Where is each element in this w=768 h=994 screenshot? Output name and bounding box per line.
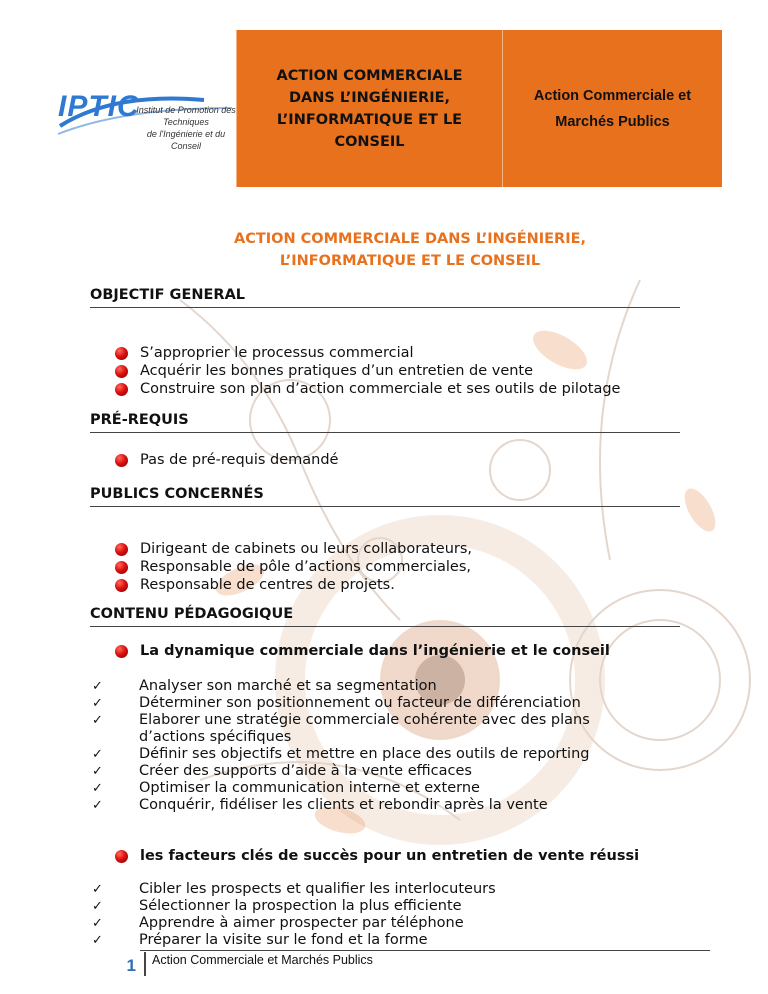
red-bullet-icon [115,850,128,863]
logo-text: IPTIC [58,90,140,123]
publics-list [115,540,472,594]
checkmark-icon: ✓ [92,781,103,796]
contenu-part2-title: les facteurs clés de succès pour un entretien de vente réussi [115,848,639,864]
objectif-list [115,344,620,398]
list-item: ✓ Sélectionner la prospection la plus efficiente [92,898,462,914]
document-title: ACTION COMMERCIALE DANS L’INGÉNIERIE, L’INFORMATIQUE ET LE CONSEIL [233,231,587,269]
header-right-cell [503,30,722,187]
list-item: Responsable de pôle d’actions commerciales, [115,558,472,576]
red-bullet-icon [115,365,128,378]
checkmark-icon: ✓ [92,696,103,711]
contenu-part1-list [92,678,590,814]
red-bullet-icon [115,347,128,360]
list-item: Pas de pré-requis demandé [115,451,338,469]
checkmark-icon: ✓ [92,764,103,779]
checkmark-icon: ✓ [92,916,103,931]
footer-text: Action Commerciale et Marchés Publics [152,953,373,967]
red-bullet-icon [115,561,128,574]
section-publics-heading: PUBLICS CONCERNÉS [90,486,680,507]
red-bullet-icon [115,543,128,556]
header-title-cell [237,30,503,187]
section-contenu-heading: CONTENU PÉDAGOGIQUE [90,606,680,627]
red-bullet-icon [115,383,128,396]
list-item-continuation: d’actions spécifiques [139,729,292,745]
contenu-part2-list [92,881,496,949]
checkmark-icon: ✓ [92,798,103,813]
list-item: ✓ Préparer la visite sur le fond et la forme [92,932,428,948]
header-right-title: Action Commerciale et Marchés Publics [533,87,692,130]
list-item: ✓ Déterminer son positionnement ou facteur de différenciation [92,695,581,711]
page-header [46,30,722,187]
list-item: Construire son plan d’action commerciale et ses outils de pilotage [115,380,620,398]
checkmark-icon: ✓ [92,899,103,914]
red-bullet-icon [115,579,128,592]
prerequis-list [115,451,338,469]
contenu-part1-title: La dynamique commerciale dans l’ingénierie et le conseil [115,643,610,659]
header-title: ACTION COMMERCIALE DANS L’INGÉNIERIE, L’INFORMATIQUE ET LE CONSEIL [276,67,463,150]
list-item: ✓ Elaborer une stratégie commerciale cohérente avec des plans [92,712,590,728]
section-prerequis-heading: PRÉ-REQUIS [90,412,680,433]
section-objectif-heading: OBJECTIF GENERAL [90,287,680,308]
list-item: ✓ Analyser son marché et sa segmentation [92,678,437,694]
page-number: 1 [126,956,136,975]
list-item: ✓ Cibler les prospects et qualifier les interlocuteurs [92,881,496,897]
checkmark-icon: ✓ [92,679,103,694]
list-item: S’approprier le processus commercial [115,344,620,362]
list-item: ✓ Apprendre à aimer prospecter par téléphone [92,915,464,931]
list-item: Dirigeant de cabinets ou leurs collaborateurs, [115,540,472,558]
red-bullet-icon [115,645,128,658]
red-bullet-icon [115,454,128,467]
list-item: ✓ Créer des supports d’aide à la vente efficaces [92,763,472,779]
checkmark-icon: ✓ [92,933,103,948]
list-item: Responsable de centres de projets. [115,576,472,594]
list-item: ✓ Optimiser la communication interne et externe [92,780,480,796]
logo-cell [46,30,237,187]
page-footer [110,950,710,990]
list-item: ✓ Conquérir, fidéliser les clients et rebondir après la vente [92,797,548,813]
list-item: ✓ Définir ses objectifs et mettre en place des outils de reporting [92,746,590,762]
checkmark-icon: ✓ [92,747,103,762]
logo-subtitle: Institut de Promotion des Techniques de l'Ingénierie et du Conseil [136,105,236,151]
checkmark-icon: ✓ [92,713,103,728]
footer-divider [144,952,146,976]
list-item: Acquérir les bonnes pratiques d’un entretien de vente [115,362,620,380]
checkmark-icon: ✓ [92,882,103,897]
footer-rule [140,950,710,951]
